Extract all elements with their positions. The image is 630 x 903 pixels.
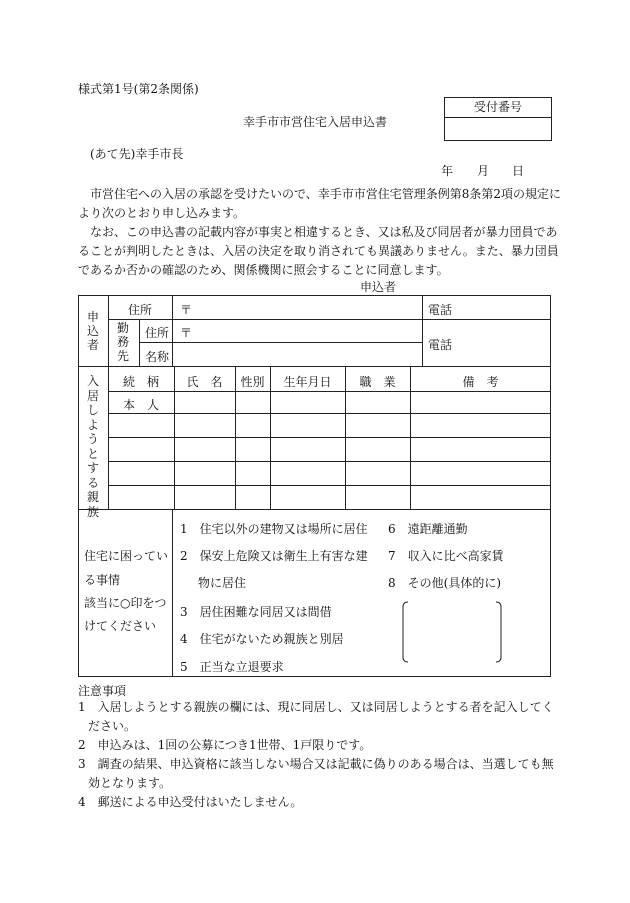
receipt-number-label: 受付番号 xyxy=(445,98,551,118)
address-label: 住所 xyxy=(128,303,153,317)
paragraph-1-line-1: 市営住宅への入居の承認を受けたいので、幸手市市営住宅管理条例第8条第2項の規定に xyxy=(90,187,562,201)
form-title: 幸手市市営住宅入居申込書 xyxy=(243,115,388,129)
receipt-number-field[interactable] xyxy=(445,118,551,140)
address-field[interactable] xyxy=(194,297,418,317)
circumstances-label-2: る事情 xyxy=(84,573,121,587)
header-relationship: 続 柄 xyxy=(122,375,159,389)
workplace-address-field[interactable] xyxy=(194,321,418,340)
family-row-1[interactable] xyxy=(110,392,550,412)
paragraph-2-line-3: であるか否かの確認のため、関係機関に照会することに同意します。 xyxy=(78,263,449,277)
addressee: (あて先)幸手市長 xyxy=(90,147,184,161)
paragraph-2-line-1: なお、この申込書の記載内容が事実と相違するとき、又は私及び同居者が暴力団員であ xyxy=(90,225,558,239)
circumstance-item-2[interactable]: 2 保安上危険又は衛生上有害な建 xyxy=(180,549,368,563)
notes-heading: 注意事項 xyxy=(78,684,127,698)
phone-field[interactable] xyxy=(456,297,548,317)
note-1-line-2: ださい。 xyxy=(88,719,137,733)
date-day-label: 日 xyxy=(512,164,525,178)
paragraph-2-line-2: ることが判明したときは、入居の決定を取り消されても異議ありません。また、暴力団員 xyxy=(78,244,559,258)
family-row-5[interactable] xyxy=(110,486,550,508)
circumstance-item-7[interactable]: 7 収入に比べ高家賃 xyxy=(388,549,504,563)
postal-mark: 〒 xyxy=(180,303,193,317)
circumstance-item-3[interactable]: 3 居住困難な同居又は間借 xyxy=(180,605,332,619)
header-birthdate: 生年月日 xyxy=(283,375,332,389)
workplace-name-field[interactable] xyxy=(176,344,418,364)
family-row-2[interactable] xyxy=(110,414,550,436)
circumstance-item-6[interactable]: 6 遠距離通勤 xyxy=(388,522,468,536)
paragraph-1-line-2: より次のとおり申し込みます。 xyxy=(78,206,246,220)
header-occupation: 職 業 xyxy=(359,375,396,389)
circumstances-label-1: 住宅に困ってい xyxy=(84,549,169,563)
family-row-4[interactable] xyxy=(110,462,550,484)
date-year-label: 年 xyxy=(441,164,454,178)
circumstance-item-1[interactable]: 1 住宅以外の建物又は場所に居住 xyxy=(180,522,368,536)
applicant-signature-label: 申込者 xyxy=(360,280,397,294)
circumstance-item-2-cont: 物に居住 xyxy=(198,576,247,590)
family-section-label: 入居しようとする親族 xyxy=(86,374,99,519)
workplace-phone-label: 電話 xyxy=(428,338,453,352)
family-row-3[interactable] xyxy=(110,438,550,460)
circumstances-label-4: けてください xyxy=(84,619,157,633)
workplace-address-label: 住所 xyxy=(145,326,170,340)
workplace-phone-field[interactable] xyxy=(456,322,548,364)
form-number: 様式第1号(第2条関係) xyxy=(78,82,199,96)
workplace-name-label: 名称 xyxy=(145,350,170,364)
phone-label: 電話 xyxy=(428,303,453,317)
circumstances-label-3: 該当に○印をつ xyxy=(84,596,167,610)
date-month-label: 月 xyxy=(477,164,490,178)
note-1-line-1: 1 入居しようとする親族の欄には、現に同居し、又は同居しようとする者を記入してく xyxy=(78,700,554,714)
workplace-label: 勤務先 xyxy=(116,321,129,363)
note-4: 4 郵送による申込受付はいたしません。 xyxy=(78,795,303,809)
note-2: 2 申込みは、1回の公募につき1世帯、1戸限りです。 xyxy=(78,738,372,752)
header-gender: 性別 xyxy=(240,375,265,389)
bracket-icon xyxy=(401,600,503,664)
row-self-relationship: 本 人 xyxy=(122,398,159,412)
receipt-number-box xyxy=(444,97,552,141)
header-remarks: 備 考 xyxy=(462,375,499,389)
header-name: 氏 名 xyxy=(186,375,223,389)
circumstance-item-4[interactable]: 4 住宅がないため親族と別居 xyxy=(180,632,344,646)
applicant-section-label: 申込者 xyxy=(86,310,99,352)
note-3-line-2: 効となります。 xyxy=(88,776,172,790)
other-details-bracket[interactable] xyxy=(401,600,503,664)
circumstance-item-5[interactable]: 5 正当な立退要求 xyxy=(180,660,284,674)
workplace-postal-mark: 〒 xyxy=(180,326,193,340)
circumstance-item-8[interactable]: 8 その他(具体的に) xyxy=(388,576,501,590)
note-3-line-1: 3 調査の結果、申込資格に該当しない場合又は記載に偽りのある場合は、当選しても無 xyxy=(78,757,554,771)
